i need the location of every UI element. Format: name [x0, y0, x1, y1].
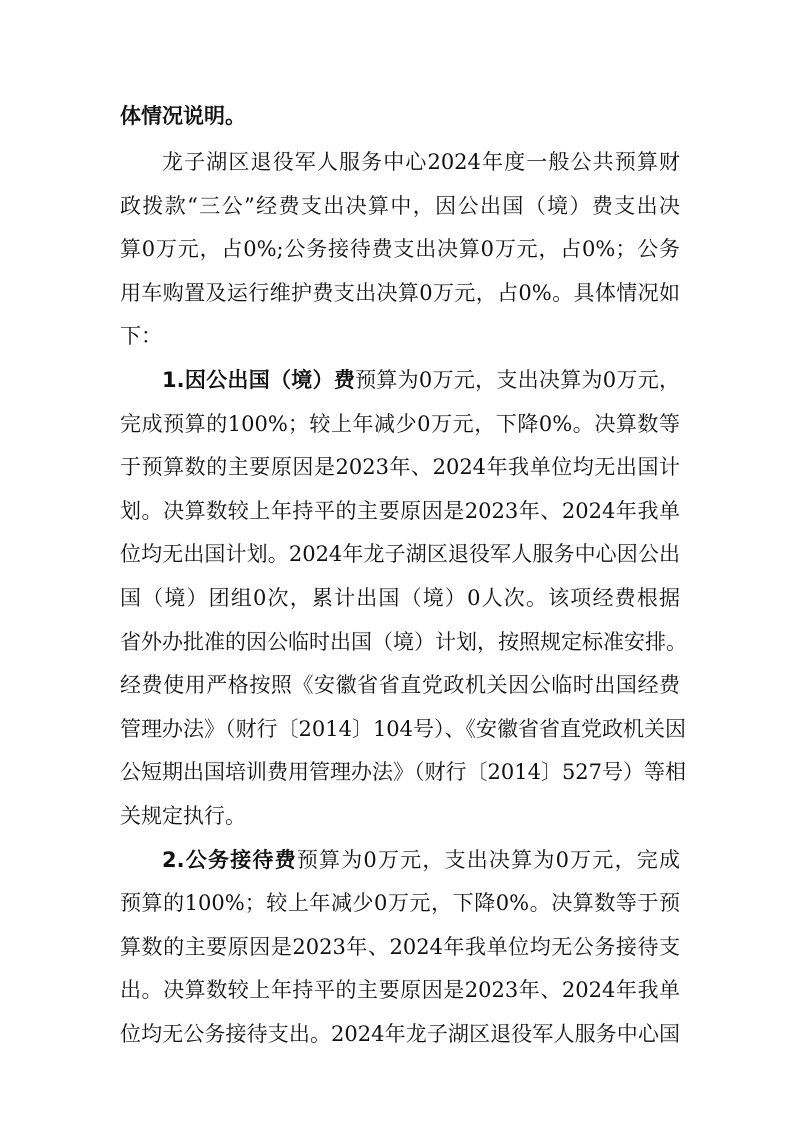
line-text: 下：	[120, 324, 162, 348]
paragraph-line	[120, 802, 680, 830]
line-text: 经费使用严格按照《安徽省省直党政机关因公临时出国经费	[120, 673, 680, 697]
line-text: 用车购置及运行维护费支出决算0万元，占0%。具体情况如	[120, 281, 680, 305]
heading-fragment	[120, 102, 680, 130]
section-heading-1: 1.因公出国（境）费	[162, 368, 356, 392]
line-text: 完成预算的100%；较上年减少0万元，下降0%。决算数等	[120, 412, 680, 436]
paragraph-line	[120, 1020, 680, 1048]
line-text: 管理办法》（财行〔2014〕104号）、《安徽省省直党政机关因	[120, 717, 687, 741]
paragraph-line	[120, 322, 680, 350]
paragraph-line	[120, 192, 680, 220]
paragraph-line	[162, 148, 680, 176]
paragraph-line	[162, 366, 680, 394]
line-text: 关规定执行。	[120, 804, 246, 828]
line-text: 位均无出国计划。2024年龙子湖区退役军人服务中心因公出	[120, 542, 680, 566]
section-heading-2: 2.公务接待费	[162, 848, 297, 872]
line-text: 龙子湖区退役军人服务中心2024年度一般公共预算财	[162, 150, 680, 174]
line-text: 算0万元，占0%;公务接待费支出决算0万元，占0%；公务	[120, 237, 680, 261]
paragraph-line	[162, 846, 680, 874]
line-text: 算数的主要原因是2023年、2024年我单位均无公务接待支	[120, 935, 680, 959]
line-text: 出。决算数较上年持平的主要原因是2023年、2024年我单	[120, 978, 680, 1002]
paragraph-line	[120, 933, 680, 961]
paragraph-line	[120, 584, 680, 612]
line-text: 公短期出国培训费用管理办法》（财行〔2014〕527号）等相	[120, 760, 687, 784]
paragraph-line	[120, 410, 680, 438]
line-text: 政拨款“三公”经费支出决算中，因公出国（境）费支出决	[120, 194, 680, 218]
line-text: 国（境）团组0次，累计出国（境）0人次。该项经费根据	[120, 586, 680, 610]
line-text: 预算为0万元，支出决算为0万元，	[355, 368, 680, 392]
paragraph-line	[120, 279, 680, 307]
line-text: 预算为0万元，支出决算为0万元，完成	[296, 848, 680, 872]
paragraph-line	[120, 540, 680, 568]
paragraph-line	[120, 758, 687, 786]
paragraph-line	[120, 235, 680, 263]
paragraph-line	[120, 453, 680, 481]
line-text: 划。决算数较上年持平的主要原因是2023年、2024年我单	[120, 499, 680, 523]
line-text: 位均无公务接待支出。2024年龙子湖区退役军人服务中心国	[120, 1022, 680, 1046]
line-text: 省外办批准的因公临时出国（境）计划，按照规定标准安排。	[120, 630, 687, 654]
line-text: 于预算数的主要原因是2023年、2024年我单位均无出国计	[120, 455, 680, 479]
paragraph-line	[120, 628, 687, 656]
paragraph-line	[120, 715, 687, 743]
line-text: 预算的100%；较上年减少0万元，下降0%。决算数等于预	[120, 891, 680, 915]
paragraph-line	[120, 976, 680, 1004]
paragraph-line	[120, 671, 680, 699]
paragraph-line	[120, 889, 680, 917]
heading-text: 体情况说明。	[120, 104, 246, 128]
paragraph-line	[120, 497, 680, 525]
